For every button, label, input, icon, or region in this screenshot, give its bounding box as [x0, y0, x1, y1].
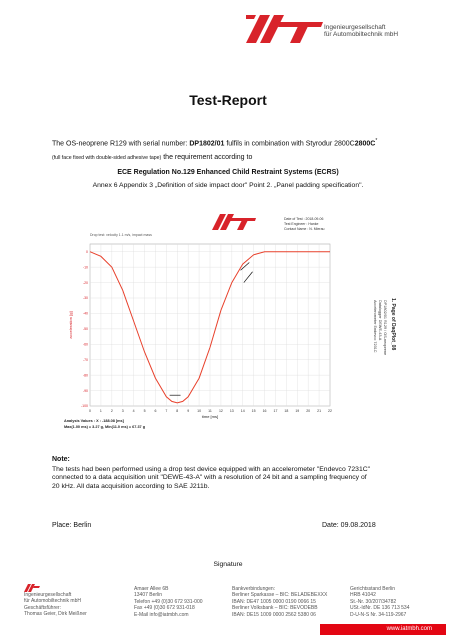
- chart-info-2: Test Engineer : Hanke: [284, 222, 319, 226]
- side-label-logger: Datalogger DEWE-43-A: [378, 300, 382, 341]
- signature-label: Signature: [213, 561, 243, 568]
- x-tick-label: 7: [165, 409, 168, 413]
- y-tick-label: -30: [82, 296, 88, 301]
- footer: [0, 582, 456, 622]
- footer-registry: Gerichtsstand Berlin HRB 41042 St.-Nr. 30/207/34782 USt.-IdNr. DE 136 713 534 D-U-N-S Nr. 34-119-2967: [350, 586, 410, 618]
- x-tick-label: 5: [143, 409, 146, 413]
- y-tick-label: -20: [82, 280, 88, 285]
- x-tick-label: 17: [273, 409, 278, 413]
- x-tick-label: 0: [89, 409, 91, 413]
- chart-logo-icon: [212, 214, 256, 230]
- y-tick-label: -10: [82, 265, 88, 270]
- x-tick-label: 10: [197, 409, 202, 413]
- page-title: Test-Report: [189, 92, 267, 108]
- y-tick-label: -90: [82, 388, 88, 393]
- x-tick-label: 6: [154, 409, 157, 413]
- chart-svg: [62, 208, 354, 436]
- footer-bank: Bankverbindungen: Berliner Sparkasse – BIC: BELADEBEXXX IBAN: DE47 1005 0000 0190 0066 15 Berliner Volksbank – BIC: BEVODEBB IBAN: DE15 1009 0000 2562 5380 06: [232, 586, 328, 618]
- x-tick-label: 12: [218, 409, 223, 413]
- x-tick-label: 16: [262, 409, 267, 413]
- x-tick-label: 4: [132, 409, 135, 413]
- y-tick-label: -80: [82, 373, 88, 378]
- y-axis-label: acceleration [g]: [68, 311, 73, 339]
- x-tick-label: 22: [328, 409, 332, 413]
- x-tick-label: 21: [317, 409, 322, 413]
- website-bar: [0, 624, 456, 636]
- footer-address: Amaer Allee 6B 13407 Berlin Telefon +49 (0)30 672 931-000 Fax +49 (0)30 672 931-018 E-Mail info@iatmbh.com: [134, 586, 203, 618]
- plot-area: [68, 244, 332, 419]
- date: Date: 09.08.2018: [322, 522, 376, 529]
- x-tick-label: 19: [295, 409, 300, 413]
- x-tick-label: 15: [251, 409, 256, 413]
- website-link[interactable]: www.iatmbh.com: [386, 626, 432, 632]
- footer-logo-icon: [24, 584, 40, 592]
- x-tick-label: 2: [110, 409, 113, 413]
- x-axis-label: time [ms]: [201, 414, 219, 419]
- chart-info-1: Date of Test : 2018-09-06: [284, 217, 324, 221]
- x-tick-label: 11: [208, 409, 212, 413]
- analysis-line-2: Max(1.00 ms) = 3.27 g, Min(11.0 ms) = 67.37 g: [64, 425, 146, 429]
- note-heading: Note:: [52, 456, 70, 463]
- place: Place: Berlin: [52, 522, 92, 529]
- intro-line-2: (full face fixed with double-sided adhesive tape) the requirement according to: [52, 154, 253, 161]
- y-tick-label: -60: [82, 342, 88, 347]
- note-body: The tests had been performed using a drop test device equipped with an accelerometer "Endevco 7231C" connected to a data acquisition unit "DEWE-43-A" with a resolution of 24 bit and a sampling frequency of 20 kHz. All data acquisition according to SAE J211b.: [52, 466, 371, 490]
- company-name: Ingenieurgesellschaft für Automobiltechnik mbH: [324, 24, 399, 38]
- iat-logo-icon: [246, 14, 324, 44]
- y-tick-label: -40: [82, 311, 88, 316]
- chart-info-3: Contact Name : N. Mierau: [284, 227, 325, 231]
- y-tick-label: -100: [80, 404, 88, 409]
- x-tick-label: 18: [284, 409, 289, 413]
- footer-company: Ingenieurgesellschaft für Automobiltechnik mbH Geschäftsführer: Thomas Geier, Dirk Meißner: [24, 592, 87, 618]
- annex-reference: Annex 6 Appendix 3 „Definition of side impact door" Point 2. „Panel padding specification".: [92, 182, 364, 189]
- side-label-page: 1. Page of DaqPlot_08: [390, 298, 396, 351]
- side-label-sample: DP1802/01 R129 / OS-neoprene: [383, 300, 387, 356]
- y-tick-label: -50: [82, 327, 88, 332]
- y-tick-label: -70: [82, 357, 88, 362]
- side-labels: [370, 290, 410, 450]
- side-label-sensor: Accelerometer Endevco 7231C: [373, 300, 377, 353]
- test-chart: [62, 208, 354, 436]
- x-tick-label: 9: [187, 409, 190, 413]
- intro-line: The OS-neoprene R129 with serial number: DP1802/01 fulfils in combination with Styrodur 2800C2800C*: [52, 138, 378, 148]
- chart-top-caption: Drop test: velocity 1.1 m/s, impact mass: [90, 233, 152, 237]
- x-tick-label: 1: [99, 409, 102, 413]
- analysis-line-1: Analysis Values : X : -188.08 [ms]: [64, 419, 124, 423]
- x-tick-label: 13: [229, 409, 234, 413]
- x-tick-label: 14: [240, 409, 245, 413]
- x-tick-label: 8: [176, 409, 179, 413]
- x-tick-label: 20: [306, 409, 311, 413]
- header-logo: [246, 14, 446, 44]
- x-tick-label: 3: [121, 409, 124, 413]
- regulation-title: ECE Regulation No.129 Enhanced Child Restraint Systems (ECRS): [117, 169, 339, 176]
- y-tick-label: 0: [86, 249, 88, 254]
